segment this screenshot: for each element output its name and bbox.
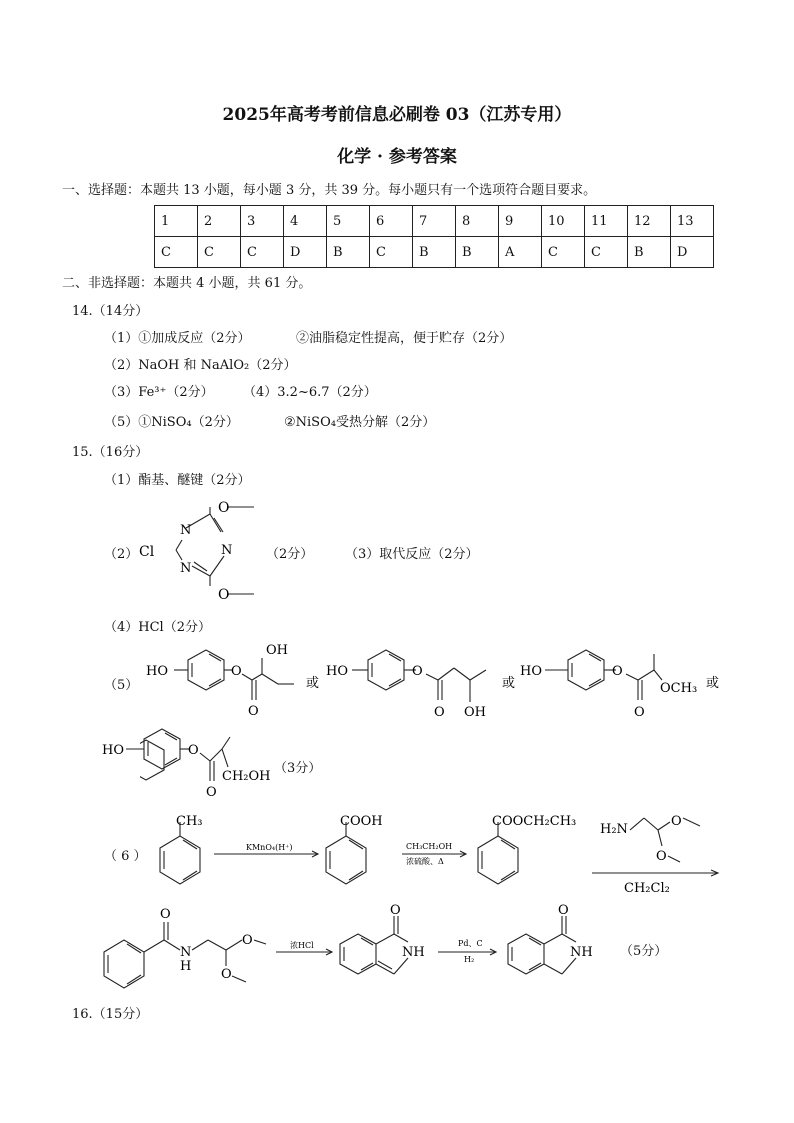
q14-answer-1a: （1）①加成反应（2分） bbox=[104, 331, 251, 346]
answer-number-row bbox=[155, 206, 714, 237]
nitrogen-atom: N bbox=[180, 523, 192, 538]
hydroxyl-group: OH bbox=[464, 705, 486, 720]
q14-answer-1b: ②油脂稳定性提高，便于贮存（2分） bbox=[296, 331, 513, 346]
answer-letter: A bbox=[499, 237, 542, 268]
oxygen-atom: O bbox=[612, 664, 623, 679]
q15-answer-5-label: （5） bbox=[104, 678, 139, 693]
q15-answer-5-score: （3分） bbox=[274, 761, 322, 776]
reagent-pd-c: Pd、C bbox=[458, 939, 483, 948]
oxygen-atom: O bbox=[221, 967, 232, 982]
hydroxyl-group: HO bbox=[326, 664, 348, 679]
question-number: 5 bbox=[327, 206, 370, 237]
q15-answer-2-score: （2分） bbox=[266, 547, 314, 562]
question-number: 2 bbox=[198, 206, 241, 237]
hydroxymethyl-group: CH₂OH bbox=[222, 769, 271, 784]
synthesis-route-row-1 bbox=[140, 800, 730, 900]
answer-letter: D bbox=[284, 237, 327, 268]
q14-answer-2: （2）NaOH 和 NaAlO₂（2分） bbox=[104, 358, 297, 373]
oxygen-atom: O bbox=[671, 814, 682, 829]
answer-letter: D bbox=[671, 237, 714, 268]
oxygen-atom: O bbox=[412, 664, 423, 679]
nh-group: NH bbox=[570, 945, 593, 960]
oxygen-atom: O bbox=[634, 705, 645, 720]
question-number: 10 bbox=[542, 206, 585, 237]
page-subtitle: 化学 · 参考答案 bbox=[337, 147, 457, 167]
oxygen-atom: O bbox=[160, 907, 171, 922]
question-number: 4 bbox=[284, 206, 327, 237]
oxygen-atom: O bbox=[218, 587, 230, 603]
or-text: 或 bbox=[706, 676, 720, 691]
nitrogen-atom: N bbox=[180, 945, 192, 960]
question-number: 7 bbox=[413, 206, 456, 237]
answer-letter-row bbox=[155, 237, 714, 268]
hydrogen-atom: H bbox=[180, 959, 192, 974]
oxygen-atom: O bbox=[558, 903, 569, 918]
reagent-kmno4: KMnO₄(H⁺) bbox=[246, 843, 293, 852]
or-text: 或 bbox=[306, 676, 320, 691]
answer-letter: C bbox=[241, 237, 284, 268]
question-number: 11 bbox=[585, 206, 628, 237]
reagent-conc-sulfuric: 浓硫酸、Δ bbox=[406, 857, 444, 866]
oxygen-atom: O bbox=[434, 705, 445, 720]
q16-heading: 16.（15分） bbox=[72, 1007, 149, 1022]
methoxy-group: OCH₃ bbox=[660, 681, 698, 696]
section-non-choice-heading: 二、非选择题：本题共 4 小题，共 61 分。 bbox=[62, 276, 312, 291]
hydroxyl-group: HO bbox=[102, 743, 124, 758]
question-number: 12 bbox=[628, 206, 671, 237]
q15-answer-4: （4）HCl（2分） bbox=[104, 620, 211, 635]
answer-letter: B bbox=[413, 237, 456, 268]
answer-letter: C bbox=[585, 237, 628, 268]
question-number: 8 bbox=[456, 206, 499, 237]
reagent-dichloromethane: CH₂Cl₂ bbox=[624, 881, 670, 896]
q15-answer-2-label: （2） bbox=[104, 547, 139, 562]
answer-letter: B bbox=[628, 237, 671, 268]
hydroxyl-group: HO bbox=[146, 664, 168, 679]
nh-group: NH bbox=[402, 945, 425, 960]
q15-answer-3: （3）取代反应（2分） bbox=[345, 547, 479, 562]
synthesis-route-row-2 bbox=[96, 900, 636, 1000]
q15-answer-6-score: （5分） bbox=[620, 944, 668, 959]
answer-table bbox=[154, 205, 714, 268]
nitrogen-atom: N bbox=[180, 561, 192, 576]
q15-heading: 15.（16分） bbox=[72, 445, 149, 460]
page-title: 2025年高考考前信息必刷卷 03（江苏专用） bbox=[222, 105, 572, 125]
question-number: 13 bbox=[671, 206, 714, 237]
question-number: 6 bbox=[370, 206, 413, 237]
methyl-group: CH₃ bbox=[176, 814, 203, 829]
answer-letter: C bbox=[542, 237, 585, 268]
amine-group: H₂N bbox=[600, 822, 628, 837]
question-number: 9 bbox=[499, 206, 542, 237]
oxygen-atom: O bbox=[656, 849, 667, 864]
answer-letter: B bbox=[327, 237, 370, 268]
oxygen-atom: O bbox=[206, 785, 217, 800]
ester-group: COOCH₂CH₃ bbox=[492, 814, 577, 829]
hydroxyl-group: OH bbox=[266, 643, 288, 658]
q14-answer-3: （3）Fe³⁺（2分） bbox=[104, 385, 214, 400]
isomer-4-structure bbox=[100, 725, 300, 805]
hydroxyl-group: HO bbox=[520, 664, 542, 679]
q14-answer-5a: （5）①NiSO₄（2分） bbox=[104, 415, 239, 430]
reagent-ethanol: CH₃CH₂OH bbox=[406, 842, 453, 851]
oxygen-atom: O bbox=[248, 704, 259, 719]
carboxyl-group: COOH bbox=[340, 814, 383, 829]
oxygen-atom: O bbox=[218, 500, 230, 516]
reagent-conc-hcl: 浓HCl bbox=[290, 941, 314, 950]
question-number: 3 bbox=[241, 206, 284, 237]
answer-letter: C bbox=[155, 237, 198, 268]
oxygen-atom: O bbox=[390, 903, 401, 918]
oxygen-atom: O bbox=[242, 933, 253, 948]
answer-letter: B bbox=[456, 237, 499, 268]
triazine-structure bbox=[130, 490, 270, 610]
reagent-hydrogen: H₂ bbox=[464, 955, 475, 964]
q14-answer-4: （4）3.2~6.7（2分） bbox=[243, 385, 377, 400]
or-text: 或 bbox=[502, 676, 516, 691]
q15-answer-6-label: （ 6 ） bbox=[104, 849, 147, 864]
oxygen-atom: O bbox=[188, 743, 199, 758]
q14-answer-5b: ②NiSO₄受热分解（2分） bbox=[284, 415, 436, 430]
nitrogen-atom: N bbox=[221, 543, 233, 558]
question-number: 1 bbox=[155, 206, 198, 237]
q15-answer-1: （1）酯基、醚键（2分） bbox=[104, 473, 251, 488]
chlorine-atom: Cl bbox=[139, 544, 155, 560]
answer-letter: C bbox=[198, 237, 241, 268]
oxygen-atom: O bbox=[231, 664, 242, 679]
q14-heading: 14.（14分） bbox=[72, 304, 149, 319]
section-multiple-choice-heading: 一、选择题：本题共 13 小题，每小题 3 分，共 39 分。每小题只有一个选项符合题目要求。 bbox=[62, 183, 597, 198]
answer-letter: C bbox=[370, 237, 413, 268]
